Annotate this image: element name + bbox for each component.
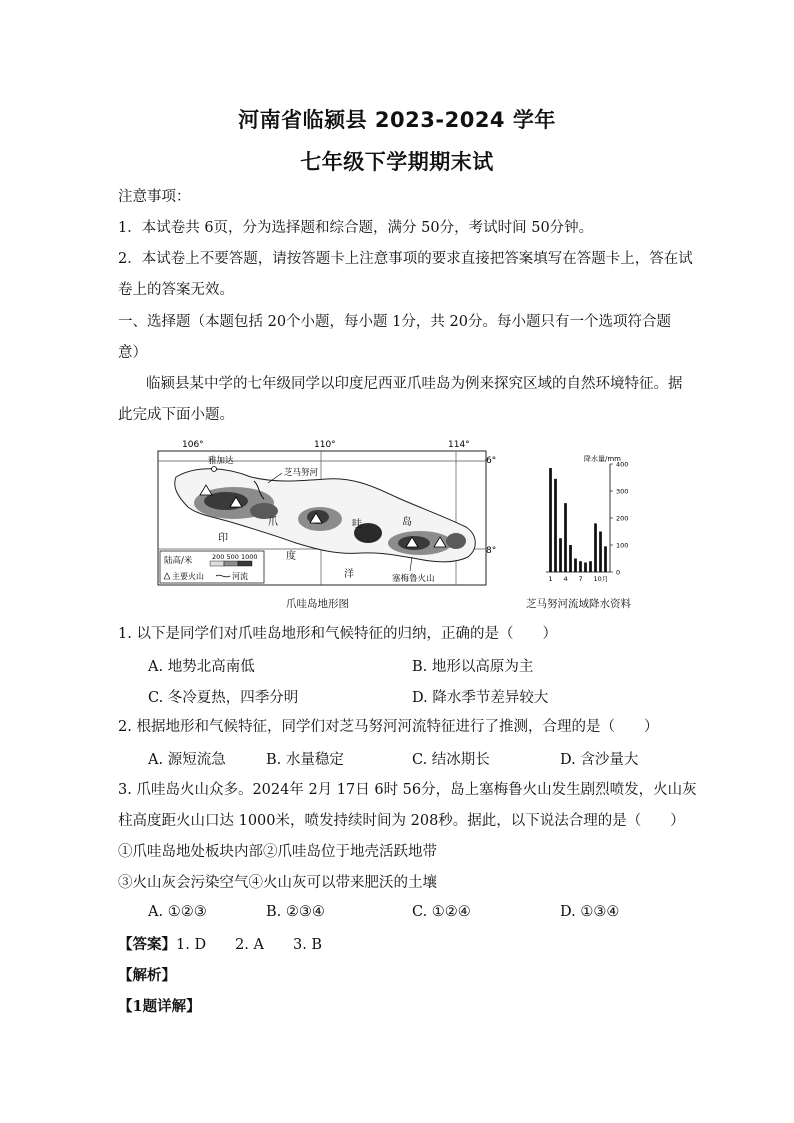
q1-option-c: C. 冬冷夏热，四季分明	[148, 690, 299, 706]
y-tick-label: 200	[616, 514, 629, 523]
ocean-char-2: 度	[286, 551, 296, 562]
q3-statement-2: ③火山灰会污染空气④火山灰可以带来肥沃的土壤	[118, 875, 437, 891]
legend-values: 200 500 1000	[212, 553, 258, 561]
y-axis-label: 降水量/mm	[584, 455, 621, 463]
lon-label-114: 114°	[448, 440, 470, 450]
island-char-2: 哇	[352, 519, 362, 530]
bar-month-10	[594, 523, 597, 572]
lat-label-8: 8°	[486, 546, 496, 556]
intro-a: 临颍县某中学的七年级同学以印度尼西亚爪哇岛为例来探究区域的自然环境特征。据	[146, 376, 683, 392]
bar-month-3	[559, 538, 562, 572]
q3-option-d: D. ①③④	[560, 904, 620, 920]
java-terrain-map	[156, 437, 496, 597]
legend-river: 河流	[232, 572, 248, 581]
lat-label-6: 6°	[486, 456, 496, 466]
volcano-name: 塞梅鲁火山	[392, 574, 435, 584]
q3-option-b: B. ②③④	[266, 904, 325, 920]
island-char-1: 爪	[268, 517, 278, 528]
analysis-heading: 【解析】	[118, 967, 176, 984]
bar-month-11	[599, 532, 602, 573]
y-tick-label: 100	[616, 541, 629, 550]
notes-item-2a: 2．本试卷上不要答题，请按答题卡上注意事项的要求直接把答案填写在答题卡上，答在试	[118, 251, 693, 267]
detail-1-heading: 【1题详解】	[118, 998, 201, 1015]
x-tick-label: 4	[563, 575, 568, 583]
y-tick-label: 400	[616, 460, 629, 469]
bar-month-12	[604, 546, 607, 572]
q2-option-b: B. 水量稳定	[266, 752, 344, 768]
bar-month-2	[554, 479, 557, 572]
chart-caption: 芝马努河流域降水资料	[526, 598, 631, 610]
q2-option-d: D. 含沙量大	[560, 752, 639, 768]
bar-month-4	[564, 503, 567, 572]
y-tick-label: 0	[616, 568, 621, 577]
notes-item-1: 1．本试卷共 6页，分为选择题和综合题，满分 50分，考试时间 50分钟。	[118, 220, 594, 236]
section-heading-b: 意）	[118, 345, 147, 361]
x-tick-label: 1	[548, 575, 553, 583]
bar-month-9	[589, 561, 592, 572]
q3-stem-a: 3. 爪哇岛火山众多。2024年 2月 17日 6时 56分，岛上塞梅鲁火山发生剧烈喷发，火山灰	[118, 782, 697, 798]
jakarta-dot	[212, 467, 217, 472]
map-caption: 爪哇岛地形图	[286, 598, 349, 610]
q3-stem-b: 柱高度距火山口达 1000米，喷发持续时间为 208秒。据此，以下说法合理的是（ ）	[118, 813, 685, 829]
page-subtitle: 七年级下学期期末试	[300, 150, 494, 174]
ocean-char-1: 印	[218, 533, 228, 544]
x-tick-label: 7	[578, 575, 583, 583]
legend-volcano: 主要火山	[172, 572, 204, 581]
intro-b: 此完成下面小题。	[118, 407, 234, 423]
q3-option-c: C. ①②④	[412, 904, 471, 920]
notes-item-2b: 卷上的答案无效。	[118, 282, 234, 298]
lon-label-110: 110°	[314, 440, 336, 450]
bar-month-5	[569, 545, 572, 572]
place-jakarta: 雅加达	[208, 456, 234, 466]
q2-option-c: C. 结冰期长	[412, 752, 490, 768]
q3-option-a: A. ①②③	[148, 904, 207, 920]
answer-label: 【答案】	[118, 936, 176, 953]
lon-label-106: 106°	[182, 440, 204, 450]
notes-heading: 注意事项：	[118, 189, 191, 205]
precipitation-chart	[528, 452, 638, 586]
q1-option-a: A. 地势北高南低	[148, 659, 255, 675]
q1-stem: 1. 以下是同学们对爪哇岛地形和气候特征的归纳，正确的是（ ）	[118, 626, 557, 642]
x-tick-label: 10月	[593, 575, 609, 583]
q3-statement-1: ①爪哇岛地处板块内部②爪哇岛位于地壳活跃地带	[118, 844, 437, 860]
q1-option-b: B. 地形以高原为主	[412, 659, 534, 675]
q2-option-a: A. 源短流急	[148, 752, 226, 768]
island-char-3: 岛	[402, 517, 412, 528]
answer-text: 1. D 2. A 3. B	[176, 937, 323, 953]
y-tick-label: 300	[616, 487, 629, 496]
bar-month-6	[574, 559, 577, 573]
legend-title: 陆高/米	[164, 556, 193, 566]
bar-month-7	[579, 561, 582, 572]
bar-month-8	[584, 563, 587, 572]
q1-option-d: D. 降水季节差异较大	[412, 690, 549, 706]
ocean-char-3: 洋	[344, 569, 354, 580]
q2-stem: 2. 根据地形和气候特征，同学们对芝马努河河流特征进行了推测，合理的是（ ）	[118, 719, 659, 735]
page-title: 河南省临颍县 2023-2024 学年	[238, 108, 556, 132]
answer-line	[118, 935, 678, 955]
bar-month-1	[549, 468, 552, 572]
place-river: 芝马努河	[284, 468, 319, 478]
section-heading-a: 一、选择题（本题包括 20个小题，每小题 1分，共 20分。每小题只有一个选项符合题	[118, 314, 671, 330]
